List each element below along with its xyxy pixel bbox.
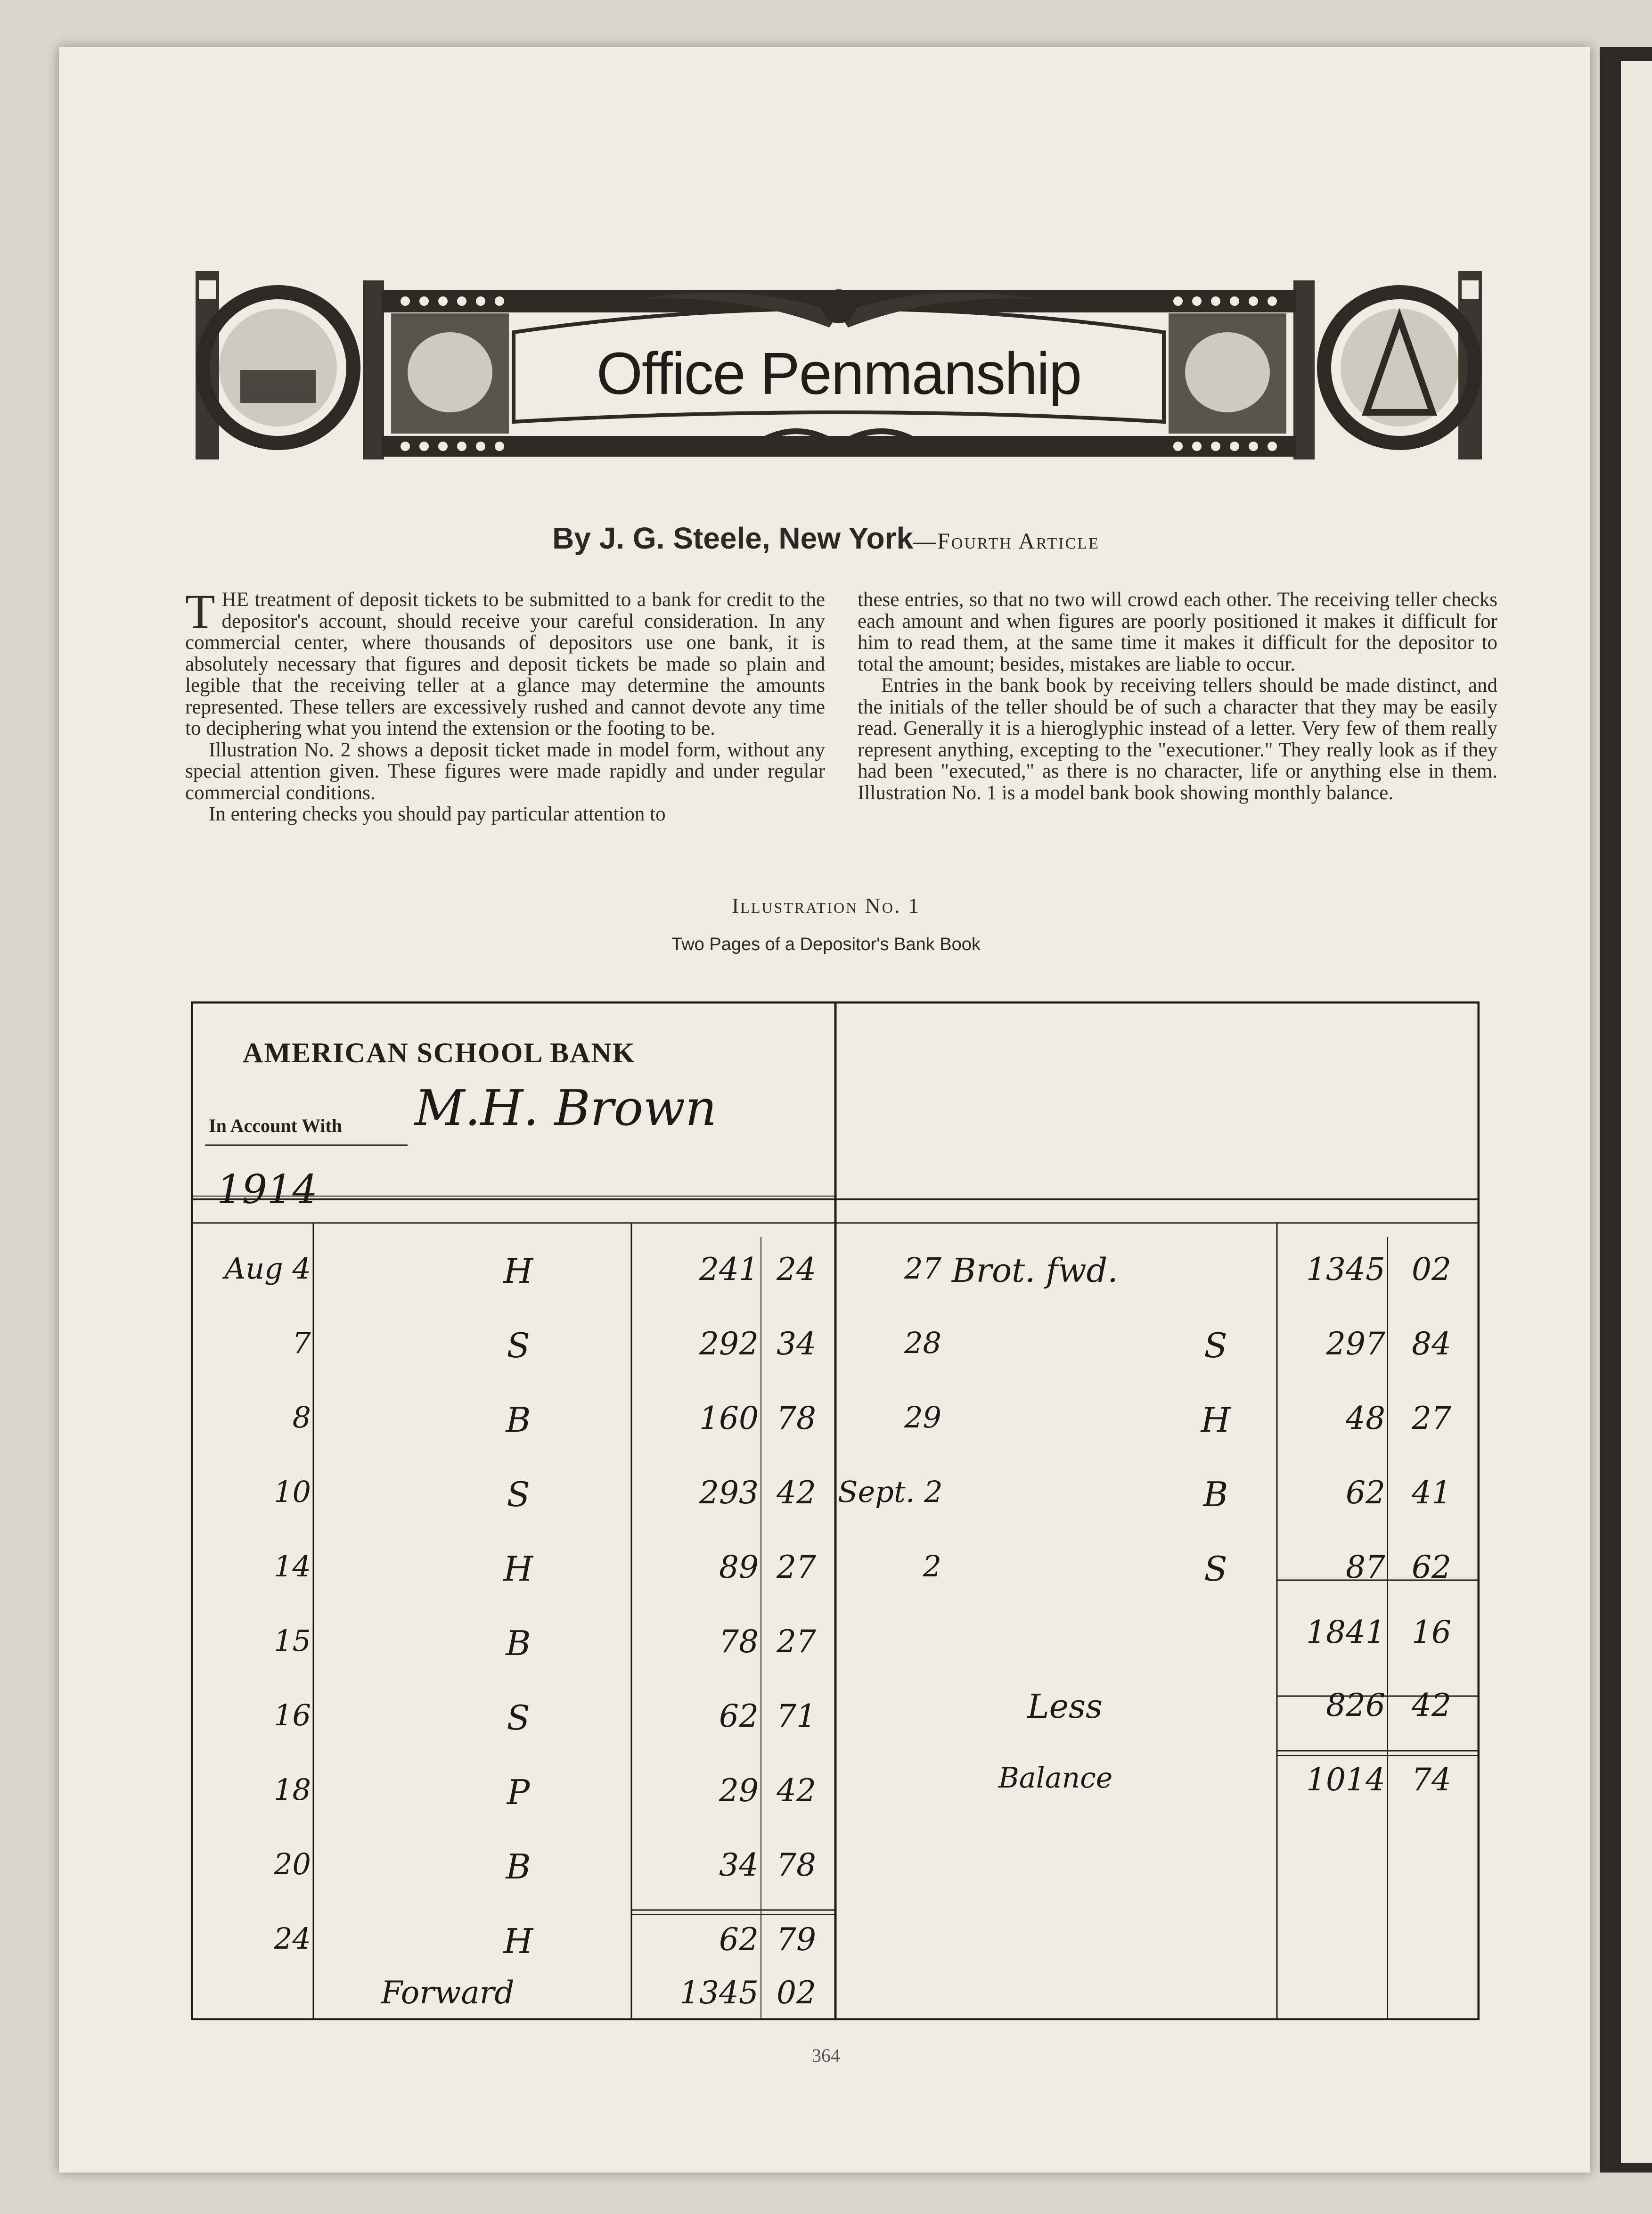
account-label: In Account With	[209, 1115, 343, 1136]
entry-dollars: 297	[1326, 1326, 1385, 1362]
page-number: 364	[812, 2045, 840, 2066]
entry-date: 14	[274, 1549, 311, 1583]
forward-label: Forward	[381, 1975, 515, 2011]
account-holder-name: M.H. Brown	[415, 1079, 717, 1137]
entry-cents: 78	[777, 1847, 816, 1883]
entry-cents: 79	[777, 1921, 816, 1958]
entry-initial: P	[507, 1772, 530, 1812]
entry-date: Sept. 2	[838, 1475, 943, 1509]
illustration-caption: Two Pages of a Depositor's Bank Book	[671, 935, 981, 954]
title-banner	[188, 262, 1489, 474]
entry-dollars: 62	[1346, 1475, 1385, 1511]
entry-cents: 42	[777, 1475, 816, 1511]
article-paragraph: In entering checks you should pay particular attention to	[209, 803, 666, 825]
entry-initial: B	[506, 1400, 531, 1440]
entry-initial: H	[1201, 1400, 1231, 1440]
article-column-left	[185, 584, 825, 825]
entry-date: 15	[274, 1624, 311, 1658]
byline	[0, 521, 1652, 556]
entry-cents: 27	[777, 1549, 816, 1585]
article-paragraph: Illustration No. 2 shows a deposit ticket made in model form, without any special attention given. These figures were made rapidly and under regular commercial conditions.	[185, 738, 825, 804]
entry-date: 28	[904, 1326, 941, 1360]
entry-cents: 02	[1412, 1251, 1451, 1287]
forward-cents: 02	[777, 1975, 816, 2011]
entry-date: 27	[904, 1251, 941, 1286]
less-cents: 42	[1412, 1687, 1451, 1723]
drop-cap: T	[185, 584, 215, 639]
entry-date: 10	[274, 1475, 311, 1509]
entry-dollars: 160	[699, 1400, 759, 1436]
entry-cents: 62	[1412, 1549, 1451, 1585]
entry-dollars: 292	[699, 1326, 759, 1362]
bank-book-ledger	[191, 1001, 1480, 2020]
entry-initial: H	[503, 1549, 533, 1589]
entry-cents: 78	[777, 1400, 816, 1436]
entry-date: 24	[274, 1921, 311, 1956]
balance-dollars: 1014	[1306, 1762, 1385, 1798]
balance-cents: 74	[1412, 1762, 1451, 1798]
article-column-right	[858, 589, 1497, 804]
entry-cents: 42	[777, 1772, 816, 1809]
entry-dollars: 62	[719, 1698, 759, 1734]
entry-initial: H	[503, 1251, 533, 1291]
entry-initial: B	[1203, 1475, 1228, 1514]
entry-dollars: 293	[699, 1475, 759, 1511]
article-paragraph: Entries in the bank book by receiving tellers should be made distinct, and the initials of the teller should be of such a character that they may be easily read. Generally it is a hieroglyphic instead of a letter. Very few of them really represent anything, excepting to the "executioner." They really look as if they had been "executed," as there is no character, life or anything else in them. Illustration No. 1 is a model bank book showing monthly balance.	[858, 674, 1497, 804]
entry-dollars: 48	[1346, 1400, 1385, 1436]
entry-cents: 27	[777, 1624, 816, 1660]
entry-cents: 84	[1412, 1326, 1451, 1362]
total-dollars: 1841	[1306, 1614, 1385, 1650]
entry-date: 7	[292, 1326, 311, 1360]
illustration-label: Illustration No. 1	[731, 894, 921, 918]
entry-date: 8	[292, 1400, 311, 1435]
entry-date: 2	[923, 1549, 941, 1583]
entry-initial: S	[1204, 1549, 1227, 1589]
entry-initial: H	[503, 1921, 533, 1961]
entry-description: Brot. fwd.	[952, 1251, 1118, 1290]
entry-dollars: 1345	[1306, 1251, 1385, 1287]
page-title: Office Penmanship	[596, 340, 1081, 407]
less-dollars: 826	[1326, 1687, 1385, 1723]
entry-cents: 41	[1412, 1475, 1451, 1511]
entry-dollars: 241	[699, 1251, 759, 1287]
forward-dollars: 1345	[679, 1975, 759, 2011]
entry-initial: S	[507, 1698, 530, 1738]
entry-dollars: 87	[1346, 1549, 1385, 1585]
entry-cents: 34	[777, 1326, 816, 1362]
facing-page-edge	[1621, 61, 1652, 2163]
bank-name: AMERICAN SCHOOL BANK	[243, 1037, 636, 1068]
entry-date: 29	[904, 1400, 941, 1435]
entry-dollars: 29	[719, 1772, 759, 1809]
article-paragraph	[185, 584, 825, 739]
entry-cents: 71	[777, 1698, 816, 1734]
article-paragraph: these entries, so that no two will crowd each other. The receiving teller checks each amount and when figures are poorly positioned it makes it difficult for him to read them, at the same time it makes it difficult for the depositor to total the amount; besides, mistakes are liable to occur.	[858, 589, 1497, 675]
entry-initial: B	[506, 1624, 531, 1663]
entry-initial: S	[1204, 1326, 1227, 1365]
entry-date: 18	[274, 1772, 311, 1807]
entry-date: 20	[274, 1847, 311, 1881]
total-cents: 16	[1412, 1614, 1451, 1650]
entry-dollars: 78	[719, 1624, 759, 1660]
entry-initial: S	[507, 1326, 530, 1365]
entry-cents: 27	[1412, 1400, 1451, 1436]
ledger-year: 1914	[217, 1166, 318, 1213]
byline-author: By J. G. Steele, New York	[552, 521, 914, 555]
balance-label: Balance	[998, 1762, 1113, 1795]
less-label: Less	[1027, 1687, 1103, 1726]
entry-date: Aug 4	[224, 1251, 311, 1286]
entry-dollars: 62	[719, 1921, 759, 1958]
entry-initial: B	[506, 1847, 531, 1886]
paragraph-text: HE treatment of deposit tickets to be submitted to a bank for credit to the depositor's account, should receive your careful consideration. In any commercial center, where thousands of depositors use one bank, it is absolutely necessary that figures and deposit tickets be made so plain and legible that the receiving teller at a glance may determine the amounts represented. These tellers are excessively rushed and cannot devote any time to deciphering what you intend the extension or the footing to be.	[185, 589, 825, 739]
entry-dollars: 34	[719, 1847, 759, 1883]
byline-article: —Fourth Article	[913, 529, 1100, 554]
entry-dollars: 89	[719, 1549, 759, 1585]
entry-initial: S	[507, 1475, 530, 1514]
entry-cents: 24	[777, 1251, 816, 1287]
entry-date: 16	[274, 1698, 311, 1732]
